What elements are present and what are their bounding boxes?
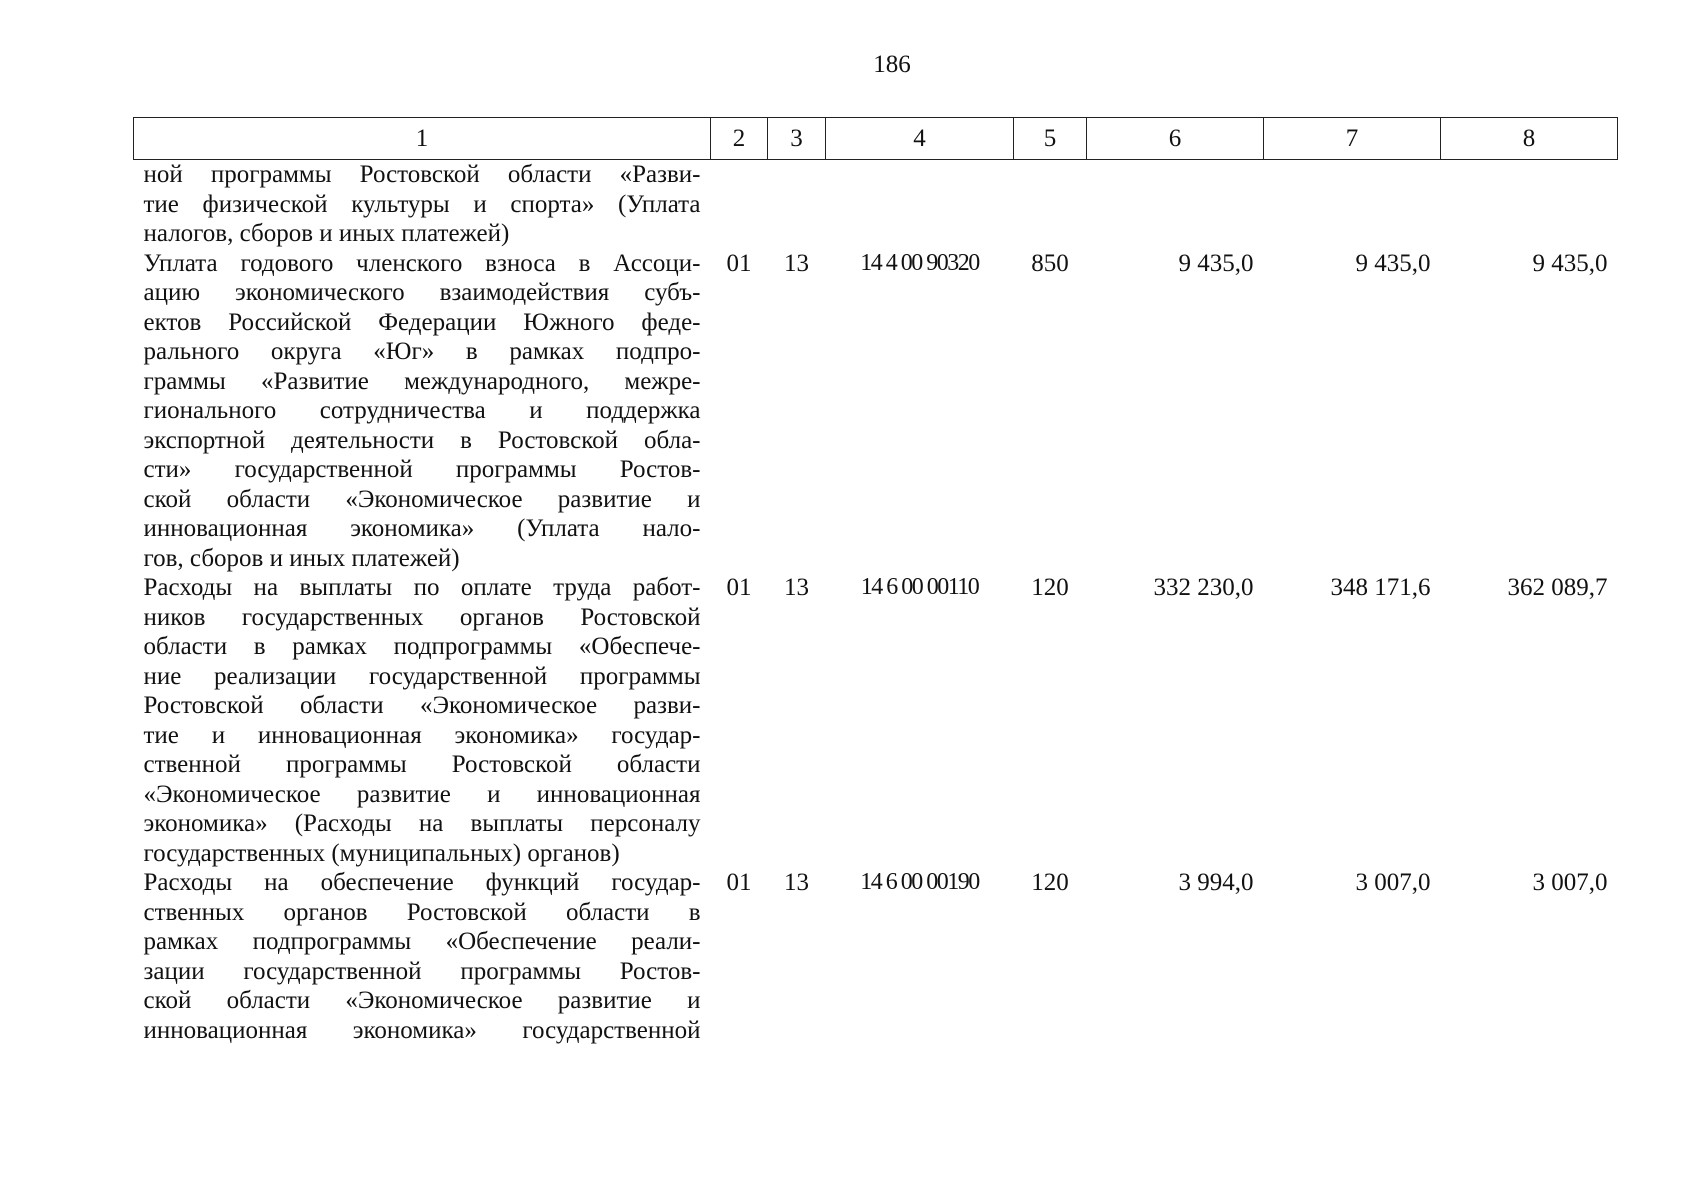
description-line: инновационная экономика» государственной <box>143 1016 701 1044</box>
row-section-code: 01 <box>726 574 752 601</box>
header-col-6: 6 <box>1087 118 1264 160</box>
description-line: ектов Российской Федерации Южного феде- <box>143 308 701 336</box>
description-line: ственных органов Ростовской области в <box>143 898 701 926</box>
row-amount-col6: 9 435,0 <box>1178 249 1254 277</box>
table-row <box>134 160 1618 249</box>
row-amount-col8: 362 089,7 <box>1507 574 1608 601</box>
header-col-8: 8 <box>1441 118 1618 160</box>
row-amount-col8: 9 435,0 <box>1532 249 1608 277</box>
row-section-code: 01 <box>726 869 752 896</box>
row-subsection-code <box>768 160 826 249</box>
row-expense-type: 120 <box>1031 869 1069 896</box>
description-line: рального округа «Юг» в рамках подпро- <box>143 338 701 365</box>
header-col-4: 4 <box>826 118 1014 160</box>
description-line: ной программы Ростовской области «Разви- <box>143 161 701 188</box>
description-line: Ростовской области «Экономическое разви- <box>143 692 701 719</box>
row-amount-col7: 348 171,6 <box>1330 574 1431 601</box>
header-col-3: 3 <box>768 118 826 160</box>
description-line: тие и инновационная экономика» государ- <box>143 721 701 749</box>
header-col-7: 7 <box>1264 118 1441 160</box>
description-line: инновационная экономика» (Уплата нало- <box>143 515 701 542</box>
row-amount-col8: 3 007,0 <box>1532 869 1608 896</box>
budget-table <box>133 117 1618 1045</box>
row-target-article: 14 6 00 00190 <box>860 869 979 895</box>
row-expense-type <box>1014 160 1087 249</box>
row-amount-col6: 332 230,0 <box>1153 574 1254 601</box>
description-line: «Экономическое развитие и инновационная <box>143 780 701 808</box>
description-line: области в рамках подпрограммы «Обеспече- <box>143 633 701 660</box>
row-subsection-code: 13 <box>784 869 809 896</box>
table-row <box>134 573 1618 868</box>
table-row <box>134 868 1618 1045</box>
description-line: государственных (муниципальных) органов) <box>143 839 620 867</box>
row-target-article: 14 4 00 90320 <box>860 249 979 276</box>
row-description <box>134 160 711 249</box>
header-col-2: 2 <box>711 118 768 160</box>
description-line: гов, сборов и иных платежей) <box>143 544 460 572</box>
header-col-1: 1 <box>134 118 711 160</box>
description-line: тие физической культуры и спорта» (Уплата <box>143 190 701 218</box>
description-line: Уплата годового членского взноса в Ассоци- <box>143 249 701 277</box>
description-line: гионального сотрудничества и поддержка <box>143 397 701 424</box>
description-line: граммы «Развитие международного, межре- <box>143 367 701 395</box>
row-expense-type: 850 <box>1031 249 1069 277</box>
description-line: экспортной деятельности в Ростовской обла- <box>143 426 701 454</box>
table-header-row <box>134 118 1618 160</box>
description-line: экономика» (Расходы на выплаты персоналу <box>143 810 701 837</box>
description-line: ственной программы Ростовской области <box>143 751 701 778</box>
description-line: сти» государственной программы Ростов- <box>143 456 701 483</box>
row-amount-col7 <box>1264 160 1441 249</box>
row-amount-col7: 3 007,0 <box>1355 869 1431 896</box>
row-section-code <box>711 160 768 249</box>
row-expense-type: 120 <box>1031 574 1069 601</box>
row-amount-col6: 3 994,0 <box>1178 869 1254 896</box>
description-line: ской области «Экономическое развитие и <box>143 987 701 1014</box>
row-target-article: 14 6 00 00110 <box>860 574 979 600</box>
row-description <box>134 573 711 868</box>
row-description <box>134 249 711 574</box>
description-line: ние реализации государственной программы <box>143 662 701 690</box>
page-number: 186 <box>873 51 911 78</box>
row-subsection-code: 13 <box>784 574 809 601</box>
header-col-5: 5 <box>1014 118 1087 160</box>
description-line: зации государственной программы Ростов- <box>143 957 701 985</box>
row-subsection-code: 13 <box>784 249 809 277</box>
row-target-article <box>826 160 1014 249</box>
description-line: рамках подпрограммы «Обеспечение реали- <box>143 928 701 955</box>
description-line: ников государственных органов Ростовской <box>143 603 701 631</box>
row-amount-col8 <box>1441 160 1618 249</box>
description-line: ацию экономического взаимодействия субъ- <box>143 279 701 306</box>
row-amount-col6 <box>1087 160 1264 249</box>
description-line: Расходы на обеспечение функций государ- <box>143 869 701 896</box>
description-line: налогов, сборов и иных платежей) <box>143 220 510 247</box>
table-row <box>134 249 1618 574</box>
row-section-code: 01 <box>726 249 752 277</box>
row-description <box>134 868 711 1045</box>
row-amount-col7: 9 435,0 <box>1355 249 1431 277</box>
description-line: Расходы на выплаты по оплате труда работ- <box>143 574 701 601</box>
description-line: ской области «Экономическое развитие и <box>143 485 701 513</box>
